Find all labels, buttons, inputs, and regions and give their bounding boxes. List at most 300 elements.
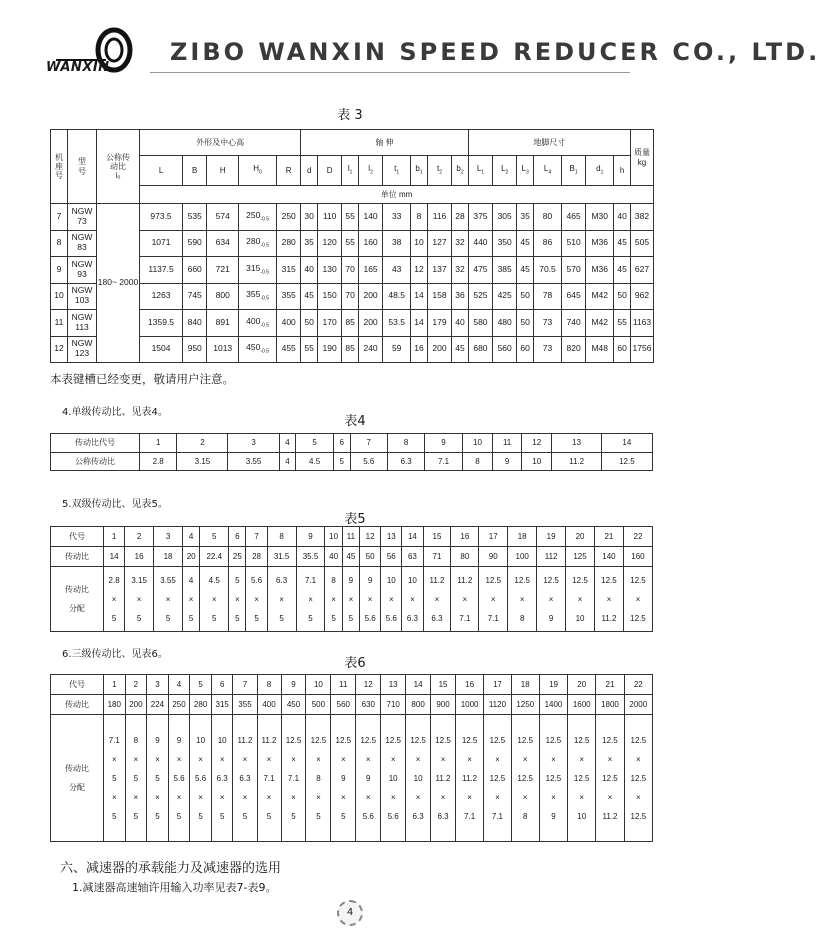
cell-b2 — [452, 310, 469, 337]
cell-t2 — [427, 336, 451, 363]
cell-value: 480 — [497, 316, 512, 327]
cell-l2 — [493, 257, 517, 284]
table-row — [51, 452, 653, 471]
times-sign: × — [219, 792, 225, 802]
th-col-sub: 2 — [439, 169, 443, 176]
cell-t1 — [383, 283, 411, 310]
cell-value: 28 — [455, 210, 465, 221]
th-col-symbol: t — [437, 164, 440, 174]
cell-value: M36 — [591, 237, 608, 248]
th-model — [68, 130, 97, 204]
th-col-symbol: d — [596, 164, 601, 174]
t5-ratio-cell: 45 — [342, 547, 359, 567]
stage-ratio: 6.3 — [412, 811, 424, 821]
cell-value: M48 — [591, 343, 608, 354]
cell-value: 200 — [363, 290, 378, 301]
cell-tolerance: -0.5 — [260, 269, 269, 276]
t6-ratio-cell: 900 — [431, 695, 456, 715]
cell-l — [140, 204, 183, 231]
table-row — [51, 547, 653, 567]
cell-value: 12 — [414, 263, 424, 274]
cell-value: 200 — [363, 316, 378, 327]
stage-ratio: 5 — [242, 811, 248, 821]
times-sign: × — [165, 594, 171, 604]
t5-code-cell: 2 — [125, 527, 154, 547]
stage-ratio: 5.6 — [387, 811, 399, 821]
stage-ratio: 5 — [235, 613, 240, 623]
cell-h — [207, 204, 239, 231]
th-col-15 — [517, 156, 534, 186]
th-col-symbol: B — [569, 164, 575, 174]
times-sign: × — [495, 754, 500, 764]
cell-value: 50 — [617, 290, 627, 301]
stage-ratio: 8 — [519, 613, 525, 623]
cell-h — [207, 336, 239, 363]
cell-b1 — [562, 230, 586, 257]
cell-b1 — [562, 204, 586, 231]
t4-code-cell: 7 — [350, 434, 387, 453]
cell-h — [614, 336, 631, 363]
stage-ratio: 8 — [522, 811, 528, 821]
cell-value: 35 — [304, 237, 314, 248]
t5-code-cell: 15 — [423, 527, 451, 547]
t5-ratio-cell: 100 — [508, 547, 537, 567]
t5-ratio-cell: 160 — [623, 547, 652, 567]
cell-value: M42 — [591, 290, 608, 301]
cell-model: NGW 83 — [68, 230, 97, 257]
stage-ratio: 2.8 — [108, 575, 120, 585]
cell-tolerance: -0.5 — [260, 295, 269, 302]
stage-ratio: 12.5 — [602, 773, 618, 783]
t5-code-cell: 4 — [183, 527, 200, 547]
t5-dist-cell — [325, 567, 342, 632]
times-sign: × — [198, 754, 203, 764]
t6-ratio-cell: 200 — [125, 695, 147, 715]
cell-machine-no: 8 — [51, 230, 68, 257]
table-row — [51, 283, 654, 310]
t6-ratio-cell: 355 — [233, 695, 257, 715]
cell-t1 — [383, 230, 411, 257]
stage-ratio: 12.5 — [489, 735, 506, 745]
cell-value: 50 — [304, 316, 314, 327]
t5-ratio-cell: 20 — [183, 547, 200, 567]
cell-l — [140, 230, 183, 257]
cell-value: 1504 — [151, 343, 171, 354]
stage-ratio: 12.5 — [573, 773, 590, 783]
t5-dist-cell — [125, 567, 154, 632]
stage-ratio: 12.5 — [630, 811, 647, 821]
cell-h0 — [239, 310, 277, 337]
cell-value: 250 — [281, 210, 296, 221]
th-col-9 — [383, 156, 411, 186]
cell-h — [614, 283, 631, 310]
cell-value: 120 — [322, 237, 337, 248]
t5-ratio-label: 传动比 — [51, 547, 104, 567]
th-ratio — [97, 130, 140, 204]
t5-dist-cell — [246, 567, 267, 632]
t6-code-cell: 20 — [568, 675, 596, 695]
cell-value: 440 — [473, 237, 488, 248]
th-col-18 — [586, 156, 614, 186]
t6-ratio-cell: 500 — [306, 695, 331, 715]
cell-t1 — [383, 257, 411, 284]
label-three-stage: 6.三级传动比、见表6。 — [62, 649, 168, 660]
stage-ratio: 5 — [111, 613, 117, 623]
cell-d — [301, 204, 318, 231]
table-row — [51, 204, 654, 231]
cell-h — [207, 257, 239, 284]
stage-ratio: 5.6 — [385, 613, 397, 623]
stage-ratio: 12.5 — [517, 735, 533, 745]
stage-ratio: 7.1 — [491, 811, 503, 821]
t6-ratio-cell: 315 — [211, 695, 233, 715]
cell-t2 — [427, 204, 451, 231]
stage-ratio: 12.5 — [385, 735, 401, 745]
th-col-3 — [239, 156, 277, 186]
t5-dist-cell — [594, 567, 623, 632]
th-col-5 — [301, 156, 318, 186]
cell-model: NGW 103 — [68, 283, 97, 310]
cell-b — [183, 257, 207, 284]
cell-l — [140, 336, 183, 363]
stage-ratio: 6.3 — [239, 773, 251, 783]
stage-ratio: 12.5 — [543, 575, 559, 585]
cell-value: 590 — [187, 237, 202, 248]
stage-ratio: 10 — [196, 735, 206, 745]
cell-value: 116 — [432, 210, 447, 221]
stage-ratio: 3.15 — [131, 575, 147, 585]
t5-ratio-cell: 25 — [229, 547, 246, 567]
times-sign: × — [467, 792, 472, 802]
t5-dist-label — [51, 567, 104, 632]
t6-code-cell: 21 — [596, 675, 624, 695]
times-sign: × — [291, 792, 296, 802]
th-col-symbol: l — [347, 164, 350, 174]
t6-dist-cell — [455, 715, 483, 842]
times-sign: × — [462, 594, 468, 604]
t4-ratio-cell: 5 — [333, 452, 350, 471]
cell-b2 — [452, 204, 469, 231]
cell-value: 70.5 — [539, 263, 556, 274]
cell-t2 — [427, 257, 451, 284]
cell-b1 — [562, 336, 586, 363]
cell-value: 660 — [187, 263, 202, 274]
cell-value: 250 — [246, 209, 261, 220]
t6-dist-cell — [484, 715, 511, 842]
th-col-symbol: L — [158, 165, 164, 175]
cell-value: 580 — [473, 316, 488, 327]
t4-ratio-cell: 3.55 — [228, 452, 279, 471]
t6-ratio-cell: 250 — [168, 695, 190, 715]
th-machine — [51, 130, 68, 204]
stage-ratio: 9 — [176, 735, 182, 745]
times-sign: × — [522, 792, 528, 802]
cell-value: 820 — [566, 343, 581, 354]
cell-d — [301, 230, 318, 257]
stage-ratio: 4 — [188, 575, 194, 585]
times-sign: × — [434, 594, 440, 604]
table-row — [51, 567, 653, 632]
t6-dist-cell — [431, 715, 456, 842]
cell-value: 1013 — [213, 343, 233, 354]
th-col-symbol: B — [192, 165, 198, 175]
times-sign: × — [607, 754, 613, 764]
times-sign: × — [519, 594, 525, 604]
t4-ratio-cell: 4 — [279, 452, 296, 471]
t4-ratio-cell: 12.5 — [601, 452, 652, 471]
t5-ratio-cell: 22.4 — [200, 547, 229, 567]
t6-ratio-cell: 1120 — [484, 695, 511, 715]
stage-ratio: 6.3 — [406, 613, 418, 623]
t6-ratio-cell: 800 — [406, 695, 431, 715]
stage-ratio: 6.3 — [216, 773, 228, 783]
cell-value: 240 — [363, 343, 378, 354]
cell-mass — [631, 204, 654, 231]
t6-code-cell: 10 — [306, 675, 331, 695]
t4-code-cell: 11 — [493, 434, 522, 453]
cell-d — [318, 310, 342, 337]
cell-value: 150 — [322, 290, 337, 301]
cell-value: 355 — [246, 289, 261, 300]
cell-machine-no: 12 — [51, 336, 68, 363]
t4-code-cell: 8 — [387, 434, 424, 453]
times-sign: × — [607, 792, 613, 802]
th-col-2 — [207, 156, 239, 186]
cell-l3 — [517, 283, 534, 310]
cell-value: 170 — [322, 316, 337, 327]
th-col-symbol: L — [476, 164, 482, 174]
times-sign: × — [341, 754, 346, 764]
t5-dist-cell — [296, 567, 325, 632]
t6-dist-cell — [211, 715, 233, 842]
t5-dist-cell — [423, 567, 451, 632]
t4-code-label: 传动比代号 — [51, 434, 140, 453]
cell-value: 570 — [566, 263, 581, 274]
cell-l1 — [468, 336, 492, 363]
cell-value: 55 — [304, 343, 314, 354]
cell-d — [318, 283, 342, 310]
t6-dist-cell — [406, 715, 431, 842]
stage-ratio: 12.5 — [602, 735, 618, 745]
times-sign: × — [548, 594, 554, 604]
t4-ratio-cell: 7.1 — [425, 452, 462, 471]
th-col-symbol: t — [394, 164, 397, 174]
logo-text: WANXIN — [46, 60, 110, 75]
times-sign: × — [635, 594, 641, 604]
cell-t1 — [383, 336, 411, 363]
cell-value: 350 — [497, 237, 512, 248]
cell-l4 — [534, 257, 562, 284]
cell-value: 158 — [432, 290, 447, 301]
cell-value: 85 — [345, 343, 355, 354]
cell-value: 14 — [414, 290, 424, 301]
cell-l2 — [358, 283, 382, 310]
t6-dist-cell — [306, 715, 331, 842]
stage-ratio: 9 — [551, 811, 556, 821]
cell-b1 — [411, 257, 428, 284]
cell-value: 110 — [322, 210, 337, 221]
t5-code-cell: 12 — [360, 527, 381, 547]
table6 — [50, 674, 653, 842]
t6-dist-label-a: 传动比 — [65, 764, 89, 774]
t6-ratio-label: 传动比 — [51, 695, 104, 715]
cell-value: 535 — [187, 210, 202, 221]
t5-ratio-cell: 112 — [537, 547, 566, 567]
cell-d — [301, 283, 318, 310]
times-sign: × — [111, 792, 117, 802]
times-sign: × — [348, 594, 354, 604]
cell-value: 38 — [391, 237, 402, 248]
t4-ratio-cell: 6.3 — [387, 452, 424, 471]
cell-tolerance: -0.5 — [260, 216, 269, 223]
times-sign: × — [579, 792, 585, 802]
t6-ratio-cell: 1000 — [455, 695, 483, 715]
cell-value: 634 — [215, 237, 230, 248]
th-col-sub: 0 — [259, 169, 262, 176]
cell-value: 127 — [432, 237, 447, 248]
stage-ratio: 5 — [165, 613, 171, 623]
stage-ratio: 5.6 — [364, 613, 376, 623]
cell-l1 — [342, 336, 359, 363]
cell-value: 78 — [542, 290, 553, 301]
cell-h — [207, 283, 239, 310]
times-sign: × — [390, 754, 396, 764]
cell-value: 1071 — [151, 237, 171, 248]
t5-dist-cell — [451, 567, 479, 632]
times-sign: × — [551, 754, 556, 764]
cell-value: 10 — [414, 237, 424, 248]
cell-h0 — [239, 257, 277, 284]
cell-l2 — [493, 283, 517, 310]
t5-ratio-cell: 71 — [423, 547, 451, 567]
table-row — [51, 715, 653, 842]
stage-ratio: 8 — [331, 575, 336, 585]
times-sign: × — [635, 792, 641, 802]
t6-dist-cell — [568, 715, 596, 842]
th-col-0 — [140, 156, 183, 186]
stage-ratio: 5 — [136, 613, 142, 623]
t4-ratio-cell: 9 — [493, 452, 522, 471]
t5-code-cell: 18 — [508, 527, 537, 547]
th-col-sub: 2 — [505, 169, 509, 176]
cell-l2 — [358, 310, 382, 337]
t6-dist-label — [51, 715, 104, 842]
table-row — [51, 257, 654, 284]
times-sign: × — [410, 594, 415, 604]
table4 — [50, 433, 653, 471]
t4-code-cell: 4 — [279, 434, 296, 453]
stage-ratio: 5 — [348, 613, 354, 623]
t6-dist-cell — [539, 715, 567, 842]
cell-value: 8 — [416, 210, 422, 221]
t5-code-cell: 1 — [104, 527, 125, 547]
stage-ratio: 12.5 — [310, 735, 327, 745]
stage-ratio: 5.6 — [173, 773, 185, 783]
cell-value: 36 — [455, 290, 465, 301]
th-col-6 — [318, 156, 342, 186]
cell-l3 — [517, 336, 534, 363]
t6-code-cell: 8 — [257, 675, 281, 695]
t6-ratio-cell: 450 — [281, 695, 306, 715]
cell-tolerance: -0.5 — [260, 348, 269, 355]
table-row — [51, 310, 654, 337]
cell-value: M36 — [591, 263, 608, 274]
stage-ratio: 5 — [155, 811, 160, 821]
th-col-10 — [411, 156, 428, 186]
times-sign: × — [254, 594, 259, 604]
cell-value: 14 — [414, 316, 424, 327]
label-single-stage: 4.单级传动比、见表4。 — [62, 407, 168, 418]
table-row — [51, 527, 653, 547]
t5-ratio-cell: 50 — [360, 547, 381, 567]
times-sign: × — [155, 792, 160, 802]
t5-code-cell: 3 — [154, 527, 183, 547]
t5-ratio-cell: 18 — [154, 547, 183, 567]
stage-ratio: 10 — [407, 575, 417, 585]
stage-ratio: 10 — [386, 575, 396, 585]
cell-d — [301, 257, 318, 284]
th-col-sub: 2 — [370, 169, 373, 176]
table-row — [51, 434, 653, 453]
th-col-symbol: L — [501, 164, 506, 174]
t4-ratio-cell: 3.15 — [177, 452, 228, 471]
cell-value: 425 — [497, 290, 512, 301]
stage-ratio: 5 — [279, 613, 284, 623]
th-col-sub: 1 — [419, 169, 423, 176]
cell-value: 33 — [391, 210, 402, 221]
t5-dist-cell — [623, 567, 652, 632]
cell-value: 80 — [542, 210, 553, 221]
cell-value: 73 — [542, 343, 553, 354]
table5-title: 表5 — [344, 512, 366, 527]
table3-note: 本表键槽已经变更，敬请用户注意。 — [50, 372, 234, 386]
stage-ratio: 12.5 — [517, 773, 533, 783]
cell-value: M30 — [591, 210, 608, 221]
cell-model: NGW 73 — [68, 204, 97, 231]
cell-t1 — [383, 204, 411, 231]
cell-value: 40 — [617, 210, 627, 221]
cell-value: 1263 — [151, 290, 171, 301]
stage-ratio: 12.5 — [545, 773, 562, 783]
cell-value: 280 — [246, 236, 261, 247]
cell-value: 50 — [520, 290, 530, 301]
cell-value: 45 — [520, 237, 530, 248]
t6-code-cell: 9 — [281, 675, 306, 695]
cell-value: 45 — [304, 290, 314, 301]
cell-value: 40 — [304, 263, 314, 274]
cell-machine-no: 7 — [51, 204, 68, 231]
section-heading: 六、减速器的承载能力及减速器的选用 — [60, 861, 282, 876]
t5-code-cell: 20 — [566, 527, 595, 547]
cell-l1 — [468, 230, 492, 257]
cell-r — [277, 283, 301, 310]
th-col-11 — [427, 156, 451, 186]
times-sign: × — [136, 594, 142, 604]
wanxin-logo-icon — [46, 28, 136, 84]
cell-h — [207, 310, 239, 337]
cell-value: 800 — [215, 290, 230, 301]
t6-ratio-cell: 2000 — [624, 695, 652, 715]
cell-b1 — [411, 204, 428, 231]
t4-code-cell: 1 — [140, 434, 177, 453]
stage-ratio: 9 — [155, 735, 160, 745]
cell-l2 — [493, 336, 517, 363]
th-col-symbol: H — [219, 165, 226, 175]
stage-ratio: 5 — [316, 811, 321, 821]
t6-dist-cell — [596, 715, 624, 842]
subsection-text: 1.减速器高速轴许用输入功率见表7-表9。 — [72, 881, 277, 894]
th-col-sub: 1 — [574, 169, 578, 176]
